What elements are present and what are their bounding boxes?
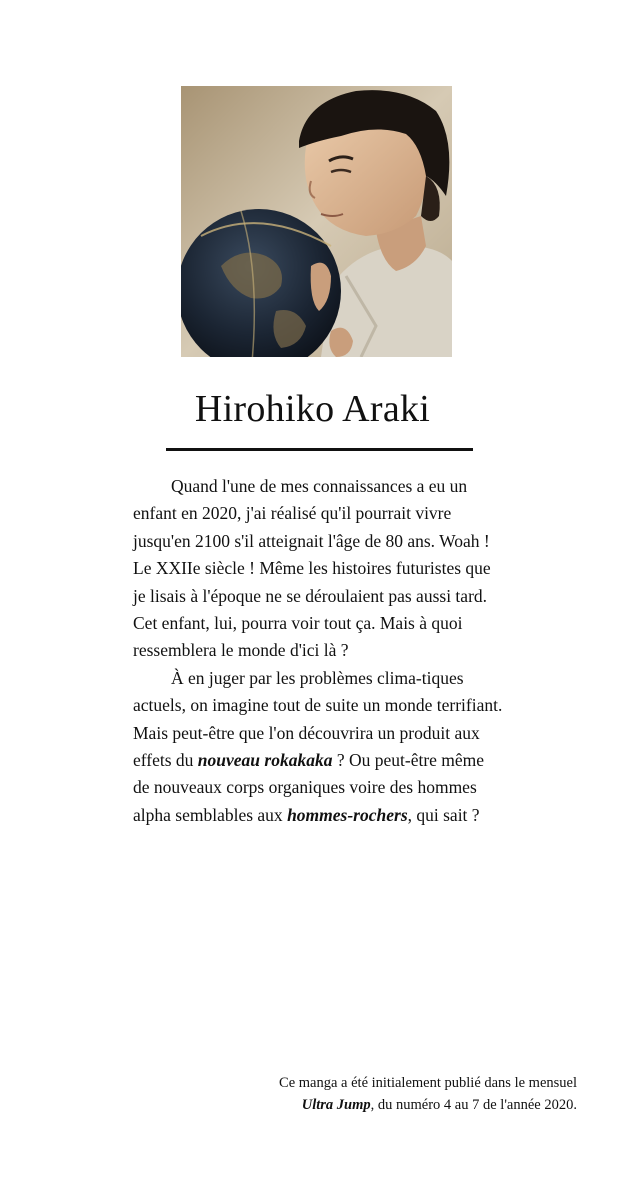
title-divider	[166, 448, 473, 451]
author-photo	[181, 86, 452, 357]
magazine-title: Ultra Jump	[301, 1097, 371, 1113]
author-biography	[133, 473, 503, 829]
bio-emphasis-rokakaka: nouveau rokakaka	[197, 750, 333, 771]
author-portrait-icon	[181, 86, 452, 357]
bio-paragraph-1: Quand l'une de mes connaissances a eu un enfant en 2020, j'ai réalisé qu'il pourrait vivre jusqu'en 2100 s'il atteignait l'âge de 80 ans. Woah ! Le XXIIe siècle ! Même les histoires futuristes que je lisais à l'époque ne se déroulaient pas aussi tard. Cet enfant, lui, pourra voir tout ça. Mais à quoi ressemblera le monde d'ici là ?	[133, 476, 491, 661]
author-name: Hirohiko Araki	[194, 388, 431, 430]
credit-text: , du numéro 4 au 7 de l'année 2020.	[370, 1097, 577, 1113]
bio-paragraph-2	[133, 665, 503, 829]
bio-text: À en juger par les problèmes clima-tiques actuels, on imagine tout de suite un monde terrifiant. Mais peut-être que l'on découvrira un produit aux effets du	[133, 667, 503, 771]
bio-emphasis-hommes-rochers: hommes-rochers	[287, 804, 408, 825]
bio-text: ? Ou peut-être même de nouveaux corps organiques voire des hommes alpha semblables aux	[133, 750, 485, 825]
publication-credit	[277, 1072, 577, 1116]
bio-text: , qui sait ?	[407, 804, 480, 825]
credit-text: Ce manga a été initialement publié dans le mensuel	[279, 1075, 577, 1091]
